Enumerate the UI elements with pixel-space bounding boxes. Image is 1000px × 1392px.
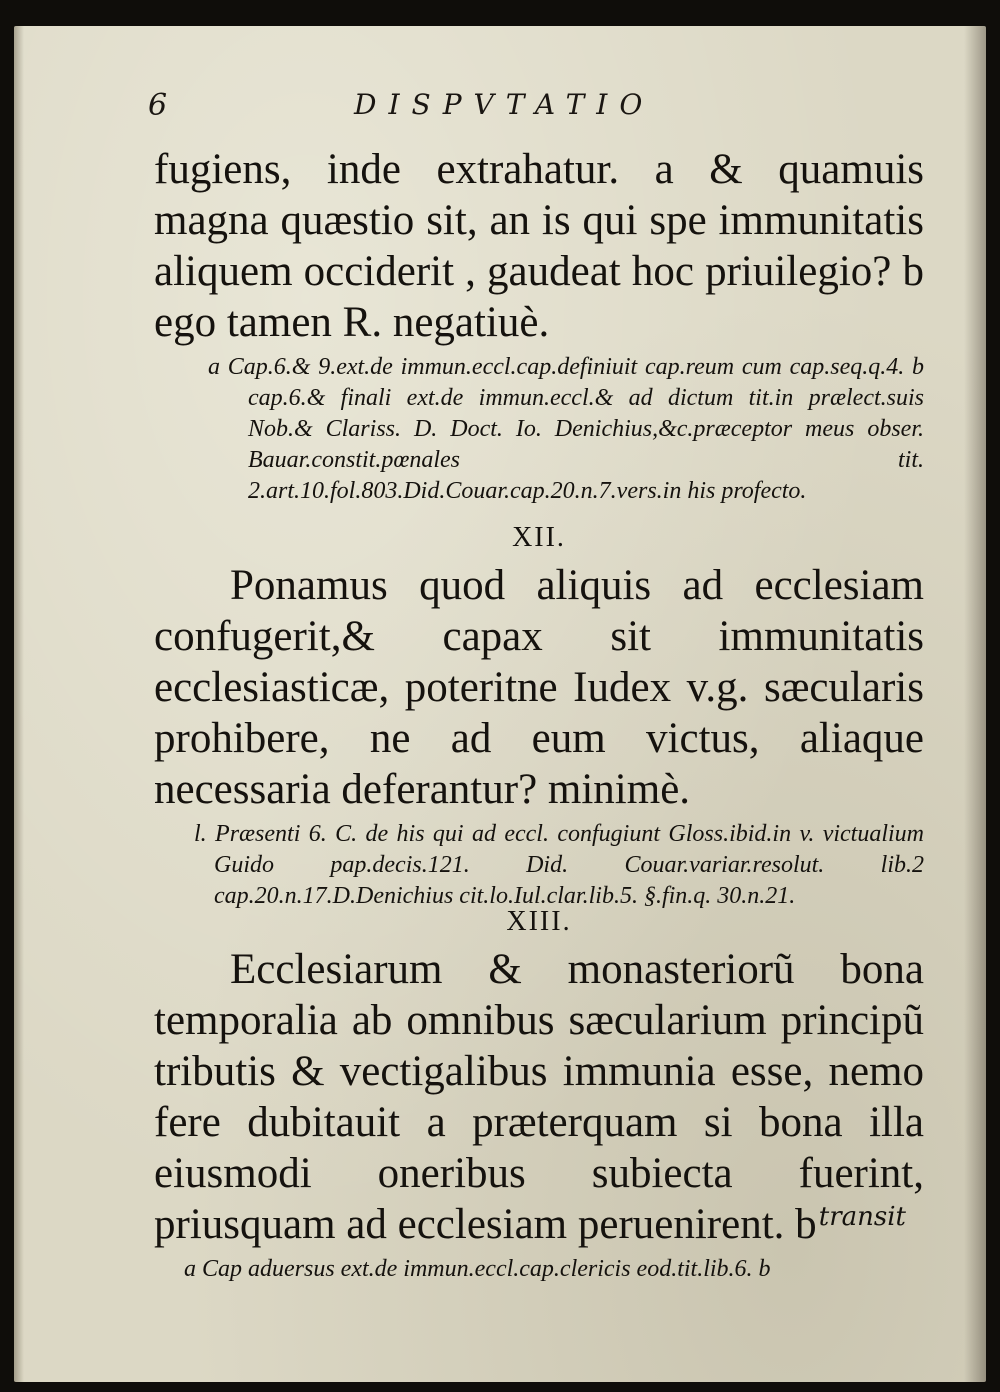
section-13-body: Ecclesiarum & monasteriorũ bona temporalia ab omnibus sæcularium principũ tributis & vectigalibus immunia esse, nemo fere dubitauit a præterquam si bona illa eiusmodi oneribus subiecta fuerint, priusquam ad ecclesiam peruenirent. b [154,946,924,1248]
section-12-number: XII. [512,522,566,553]
page-spine-shadow [964,26,986,1382]
section-12 [154,522,924,912]
block-1-footnote: a Cap.6.& 9.ext.de immun.eccl.cap.definiuit cap.reum cum cap.seq.q.4. b cap.6.& finali ext.de immun.eccl.& ad dictum tit.in prælect.suis Nob.& Clariss. D. Doct. Io. Denichius,&c.præceptor meus obser. Bauar.constit.pœnales tit. 2.art.10.fol.803.Did.Couar.cap.20.n.7.vers.in his profecto. [208,354,924,504]
section-13-number: XIII. [506,906,572,937]
page-header [14,88,986,138]
block-1-body: fugiens, inde extrahatur. a & quamuis magna quæstio sit, an is qui spe immunitatis aliquem occiderit , gaudeat hoc priuilegio? b ego tamen R. negatiuè. [154,146,924,346]
running-head: DISPVTATIO [354,88,655,121]
section-12-footnote: l. Præsenti 6. C. de his qui ad eccl. confugiunt Gloss.ibid.in v. victualium Guido pap.decis.121. Did. Couar.variar.resolut. lib.2 cap.20.n.17.D.Denichius cit.lo.Iul.clar.lib.5. §.fin.q. 30.n.21. [194,821,924,909]
page-number: 6 [148,88,168,123]
page-left-edge [14,26,24,1382]
book-page [14,26,986,1382]
catchword: transit [818,1202,906,1232]
section-13-footnote: a Cap aduersus ext.de immun.eccl.cap.clericis eod.tit.lib.6. b [184,1256,771,1282]
section-13 [154,906,924,1285]
block-1 [154,144,924,507]
section-12-body: Ponamus quod aliquis ad ecclesiam confugerit,& capax sit immunitatis ecclesiasticæ, poteritne Iudex v.g. sæcularis prohibere, ne ad eum victus, aliaque necessaria deferantur? minimè. [154,562,924,813]
